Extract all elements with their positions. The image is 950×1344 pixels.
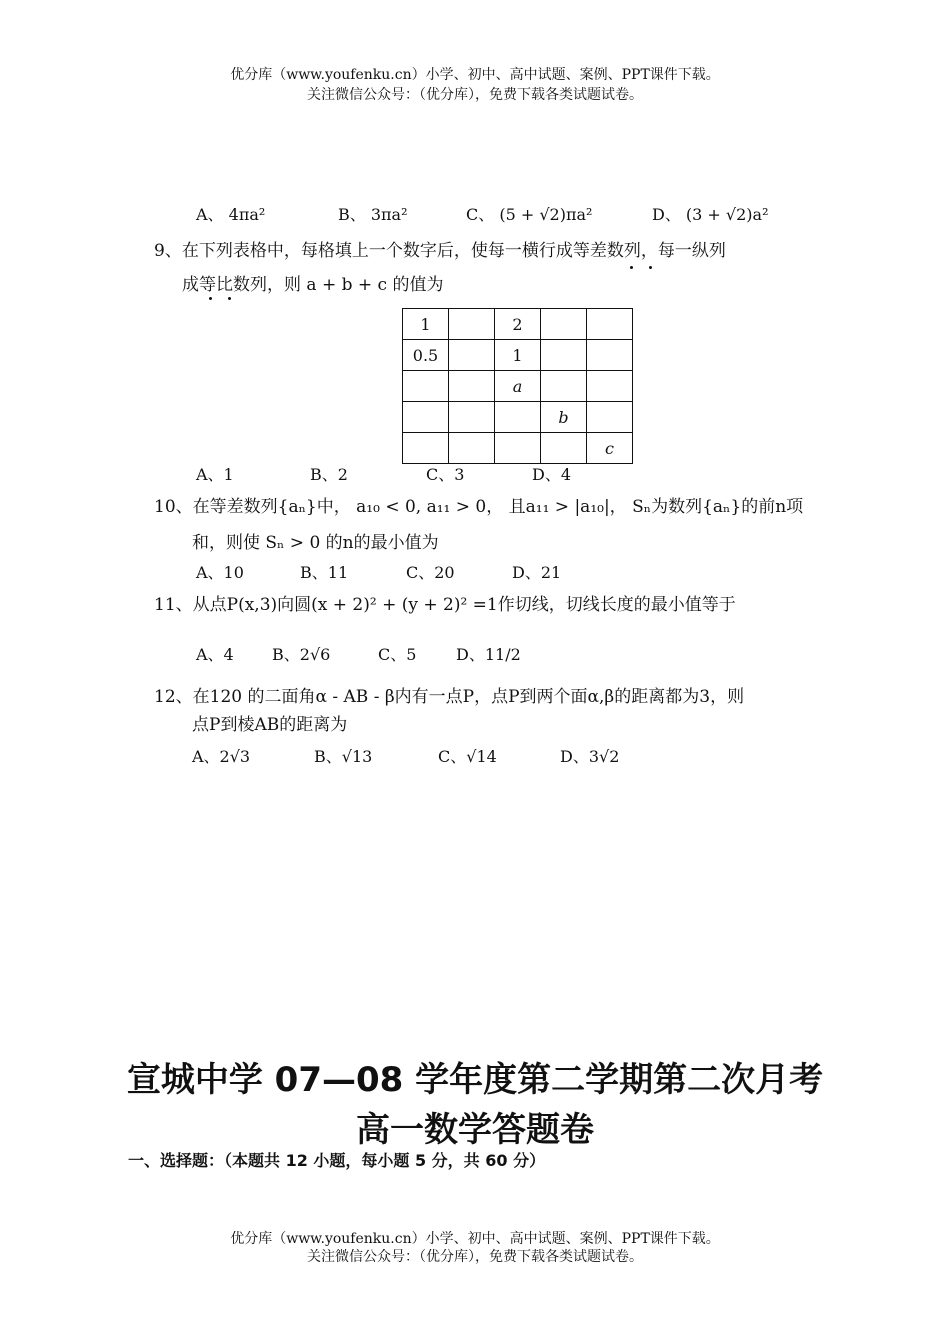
grid-cell [495, 433, 541, 464]
grid-cell: 1 [495, 340, 541, 371]
grid-cell [449, 371, 495, 402]
grid-cell [449, 340, 495, 371]
grid-cell [449, 309, 495, 340]
q12-option-a: A、2√3 [192, 747, 251, 766]
q12-option-b: B、√13 [314, 747, 373, 766]
q11-stem-line1: 11、从点P(x,3)向圆(x + 2)² + (y + 2)² =1作切线，切线长度的最小值等于 [154, 595, 736, 615]
grid-row [403, 309, 633, 340]
grid-cell [541, 371, 587, 402]
q10-stem-line2: 和，则使 Sₙ > 0 的n的最小值为 [192, 533, 439, 553]
grid-cell [541, 340, 587, 371]
grid-cell [541, 433, 587, 464]
grid-row [403, 340, 633, 371]
q8-option-c: C、 (5 + √2)πa² [466, 205, 593, 224]
q8-option-b: B、 3πa² [338, 205, 408, 224]
q9-option-b: B、2 [310, 465, 348, 484]
q11-option-d: D、11/2 [456, 645, 521, 664]
grid-cell [403, 433, 449, 464]
q11-option-c: C、5 [378, 645, 417, 664]
answer-sheet-subtitle: 高一数学答题卷 [356, 1110, 594, 1150]
q10-option-c: C、20 [406, 563, 455, 582]
q10-option-a: A、10 [196, 563, 244, 582]
grid-cell [587, 309, 633, 340]
grid-cell: a [495, 371, 541, 402]
grid-cell [403, 371, 449, 402]
header-banner-line2: 关注微信公众号：（优分库），免费下载各类试题试卷。 [307, 87, 643, 103]
grid-cell: 2 [495, 309, 541, 340]
q11-option-b: B、2√6 [272, 645, 331, 664]
emphasis-dot [630, 266, 633, 269]
grid-row [403, 371, 633, 402]
q10-option-b: B、11 [300, 563, 349, 582]
q9-option-d: D、4 [532, 465, 572, 484]
answer-sheet-title: 宣城中学 07—08 学年度第二学期第二次月考 [126, 1060, 824, 1100]
q9-stem-line1: 9、在下列表格中，每格填上一个数字后，使每一横行成等差数列，每一纵列 [154, 241, 726, 261]
q10-option-d: D、21 [512, 563, 562, 582]
q9-option-a: A、1 [196, 465, 234, 484]
grid-cell [587, 371, 633, 402]
grid-cell [403, 402, 449, 433]
grid-cell [495, 402, 541, 433]
q9-stem-line2: 成等比数列，则 a + b + c 的值为 [182, 275, 444, 295]
grid-cell: b [541, 402, 587, 433]
q8-option-d: D、 (3 + √2)a² [652, 205, 769, 224]
header-banner-line1: 优分库（www.youfenku.cn）小学、初中、高中试题、案例、PPT课件下载。 [230, 67, 720, 83]
grid-cell: c [587, 433, 633, 464]
q10-stem-line1: 10、在等差数列{aₙ}中， a₁₀ < 0, a₁₁ > 0， 且a₁₁ > |a₁₀|， Sₙ为数列{aₙ}的前n项 [154, 497, 804, 517]
section-heading: 一、选择题：（本题共 12 小题，每小题 5 分，共 60 分） [128, 1151, 546, 1170]
footer-banner-line1: 优分库（www.youfenku.cn）小学、初中、高中试题、案例、PPT课件下载。 [230, 1231, 720, 1247]
emphasis-dot [228, 297, 231, 300]
grid-cell [541, 309, 587, 340]
q12-stem-line1: 12、在120 的二面角α - AB - β内有一点P，点P到两个面α,β的距离都为3，则 [154, 687, 745, 707]
q12-option-c: C、√14 [438, 747, 497, 766]
q8-option-a: A、 4πa² [196, 205, 266, 224]
grid-cell [587, 402, 633, 433]
q9-number-grid [402, 308, 633, 464]
grid-cell [587, 340, 633, 371]
grid-row [403, 402, 633, 433]
q12-stem-line2: 点P到棱AB的距离为 [192, 715, 348, 735]
footer-banner-line2: 关注微信公众号：（优分库），免费下载各类试题试卷。 [307, 1249, 643, 1265]
emphasis-dot [209, 297, 212, 300]
grid-row [403, 433, 633, 464]
grid-cell [449, 402, 495, 433]
grid-cell: 1 [403, 309, 449, 340]
grid-cell [449, 433, 495, 464]
q11-option-a: A、4 [196, 645, 234, 664]
emphasis-dot [649, 266, 652, 269]
q12-option-d: D、3√2 [560, 747, 620, 766]
q9-option-c: C、3 [426, 465, 465, 484]
grid-cell: 0.5 [403, 340, 449, 371]
